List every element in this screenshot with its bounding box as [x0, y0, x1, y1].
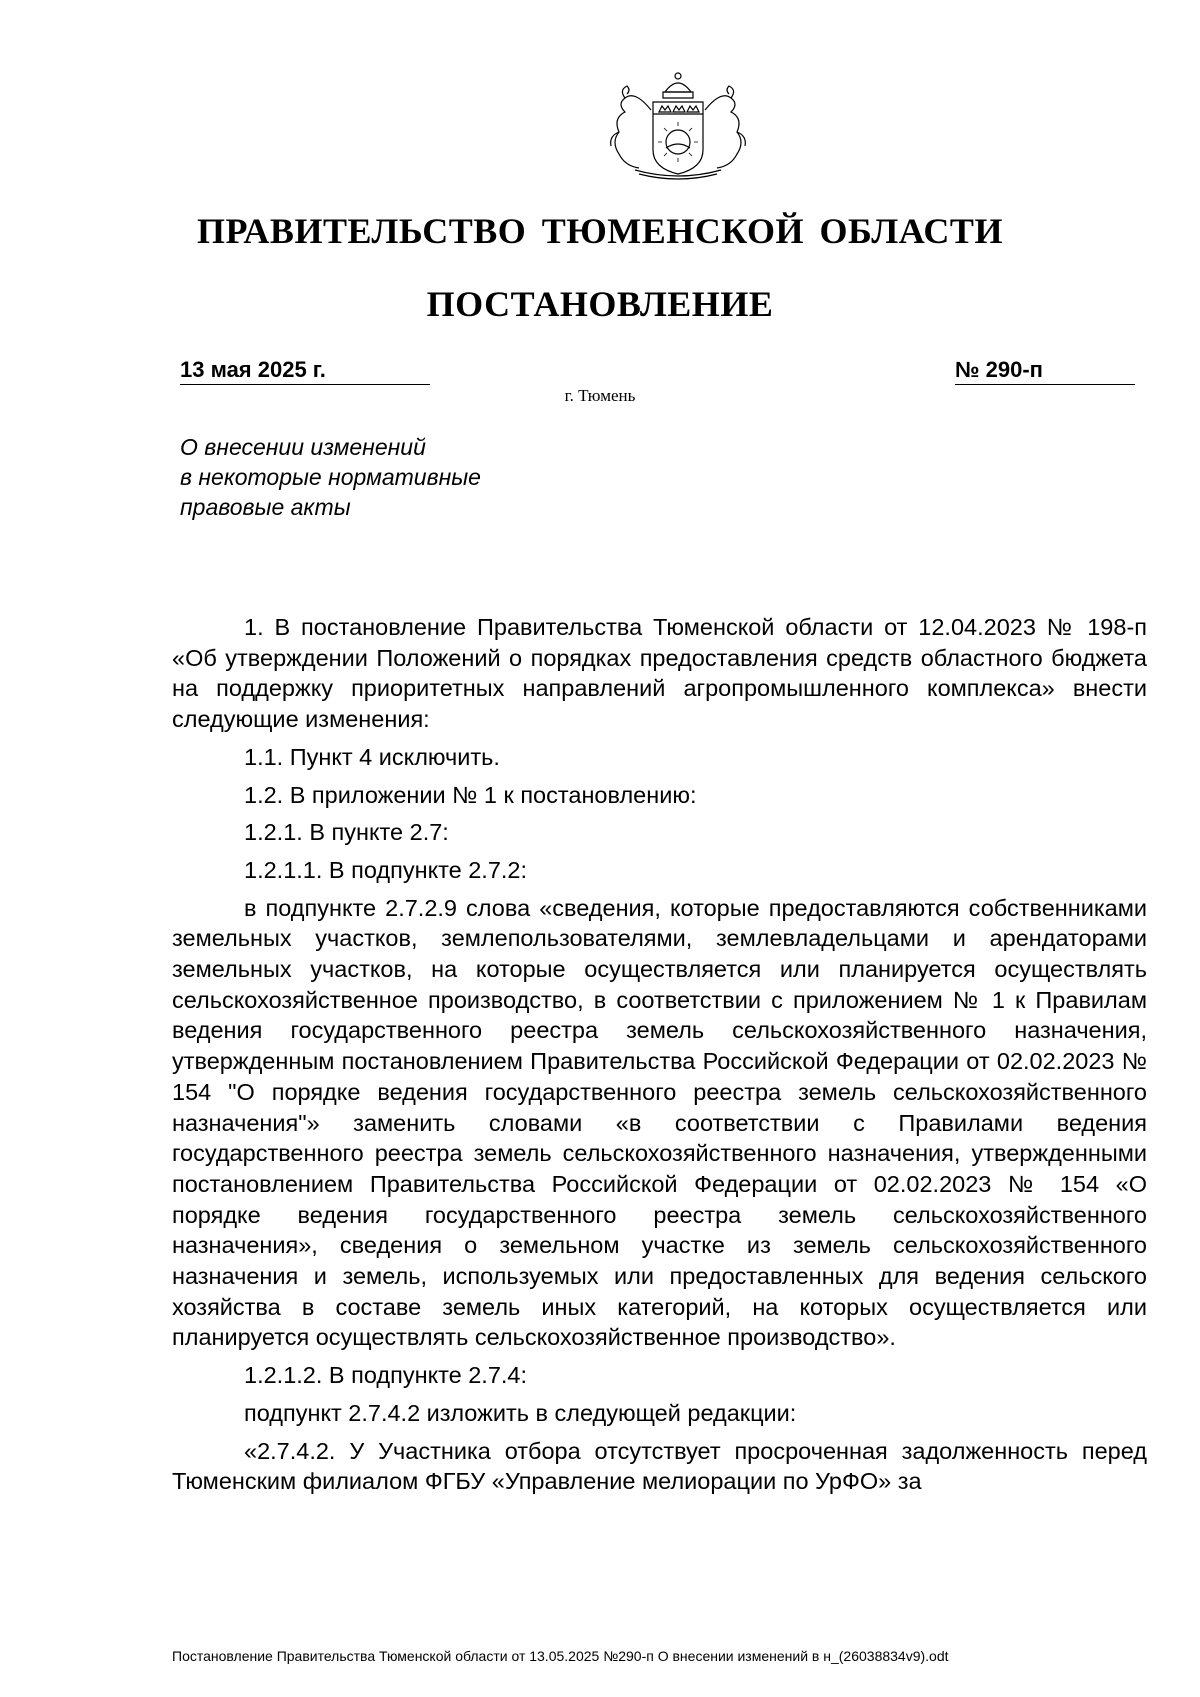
body-paragraph: подпункт 2.7.4.2 изложить в следующей редакции:: [244, 1399, 797, 1426]
body-paragraph: 1.2.1.2. В подпункте 2.7.4:: [244, 1362, 528, 1389]
subject-line: О внесении изменений: [180, 434, 426, 460]
body-paragraph: 1.2. В приложении № 1 к постановлению:: [244, 781, 697, 808]
document-number: № 290-п: [955, 357, 1135, 385]
subject-line: в некоторые нормативные: [180, 464, 481, 490]
document-subject: [180, 432, 600, 522]
body-paragraph: «2.7.4.2. У Участника отбора отсутствует просроченная задолженность перед Тюменским филиалом ФГБУ «Управление мелиорации по УрФО» за: [172, 1437, 1147, 1495]
page-footer: Постановление Правительства Тюменской области от 13.05.2025 №290-п О внесении изменений в н_(26038834v9).odt: [172, 1648, 949, 1664]
body-paragraph: 1.2.1. В пункте 2.7:: [244, 819, 449, 846]
document-type-heading: ПОСТАНОВЛЕНИЕ: [426, 284, 774, 324]
document-city: г. Тюмень: [564, 386, 636, 405]
organization-title: ПРАВИТЕЛЬСТВО ТЮМЕНСКОЙ ОБЛАСТИ: [197, 211, 1003, 251]
body-paragraph: в подпункте 2.7.2.9 слова «сведения, которые предоставляются собственниками земельных участков, землепользователями, землевладельцами и арендаторами земельных участков, на которые осуществляется или планируется осуществлять сельскохозяйственное производство, в соответствии с приложением № 1 к Правилам ведения государственного реестра земель сельскохозяйственного назначения, утвержденным постановлением Правительства Российской Федерации от 02.02.2023 № 154 "О порядке ведения государственного реестра земель сельскохозяйственного назначения"» заменить словами «в соответствии с Правилами ведения государственного реестра земель сельскохозяйственного назначения, утвержденными постановлением Правительства Российской Федерации от 02.02.2023 № 154 «О порядке ведения государственного реестра земель сельскохозяйственного назначения», сведения о земельном участке из земель сельскохозяйственного назначения и земель, используемых или предоставленных для ведения сельского хозяйства в составе земель иных категорий, на которых осуществляется или планируется осуществлять сельскохозяйственное производство».: [172, 894, 1147, 1351]
body-paragraph: 1. В постановление Правительства Тюменской области от 12.04.2023 № 198-п «Об утверждении Положений о порядках предоставления средств областного бюджета на поддержку приоритетных направлений агропромышленного комплекса» внести следующие изменения:: [172, 614, 1147, 733]
coat-of-arms-emblem: [595, 70, 761, 182]
body-paragraph: 1.1. Пункт 4 исключить.: [244, 743, 500, 770]
document-date: 13 мая 2025 г.: [180, 357, 430, 385]
body-paragraph: 1.2.1.1. В подпункте 2.7.2:: [244, 856, 528, 883]
document-body: [172, 612, 1147, 1504]
subject-line: правовые акты: [180, 494, 351, 520]
